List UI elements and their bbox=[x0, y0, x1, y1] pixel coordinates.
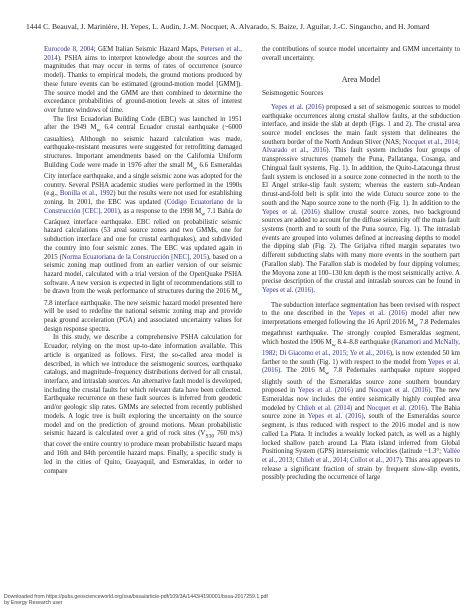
citation-link[interactable]: Yepes et al. (2016) bbox=[262, 208, 320, 216]
paragraph-continuation: the contributions of source model uncertainty and GMM uncertainty to overall uncertainty. bbox=[262, 46, 460, 62]
citation-link[interactable]: Yepes et al. (2016) bbox=[262, 286, 314, 294]
paragraph-psha-intro: Eurocode 8, 2004; GEM Italian Seismic Hazard Maps, Petersen et al., 2014). PSHA aims to interpret knowledge about the sources and the magnitudes that may occur in terms of rates of occurrence (source model). Thanks to empirical models, the ground motions produced by these future events can be estimated (ground-motion model [GMM]). The source model and the GMM are then combined to determine the exceedance probabilities of ground-motion levels at sites of interest over future windows of time. bbox=[44, 46, 242, 115]
citation-link[interactable]: Bonilla et al., 1992 bbox=[59, 190, 114, 198]
citation-link[interactable]: Yepes et al. (2016) bbox=[307, 413, 364, 421]
citation-link[interactable]: Petersen et al., 2014 bbox=[44, 46, 242, 62]
citation-link[interactable]: Yepes et al. (2016) bbox=[348, 310, 408, 318]
citation-link[interactable]: Alvarado et al., 2016 bbox=[262, 147, 327, 155]
citation-link[interactable]: Nocquet et al. (2016) bbox=[368, 387, 431, 395]
subsection-title: Seismogenic Sources bbox=[262, 89, 324, 98]
figure-link[interactable]: 1 bbox=[387, 121, 392, 129]
citation-link[interactable]: Norma Ecuatoriana de la Construcción [NEC], 2015 bbox=[61, 253, 207, 261]
citation-link[interactable]: Yepes et al. (2016) bbox=[271, 103, 324, 111]
citation-link[interactable]: Chlieh et al. (2014) bbox=[297, 404, 353, 412]
left-column bbox=[44, 46, 242, 476]
citation-link[interactable]: Di Giacomo et al., 2015 bbox=[279, 350, 347, 357]
figure-link[interactable]: 2 bbox=[329, 243, 333, 251]
citation-link[interactable]: Chlieh et al., 2014 bbox=[296, 456, 347, 464]
paragraph-seismogenic-sources: Yepes et al. (2016) proposed a set of seismogenic sources to model earthquake occurrences along crustal shallow faults, at the subduction interface, and inside the slab at depth (Figs. 1 and 2). The crustal area source model encloses the main fault system that delineates the southern border of the North Andean Sliver (NAS; Nocquet et al., 2014; Alvarado et al., 2016). This fault system includes four groups of transpressive structures (namely the Puna, Pallatanga, Cosanga, and Chingual fault systems, Fig. 1). In addition, the Quito-Latacunga thrust fault system is enclosed in a source zone connected in the north to the El Angel strike-slip fault system; whereas the eastern sub-Andean thrust-and-fold belt is split into the wide Cutucu source zone to the south and the Napo source zone to the north (Fig. 1). In addition to the Yepes et al. (2016) shallow crustal source zones, two background sources are added to account for the diffuse seismicity off the main fault systems (north and to south of the Puna source, Fig. 1). The intraslab events are grouped into volumes defined at increasing depths to model the dipping slab (Fig. 2). The Grijalva rifted margin separates two different subducting slabs with many more events in the southern part (Farallon slab). The Farallon slab is modeled by four dipping volumes; the Moyona zone at 100–130 km depth is the most seismically active. A precise description of the crustal and intraslab sources can be found in Yepes et al. (2016). bbox=[262, 103, 461, 294]
running-header: 1444 C. Beauval, J. Marinière, H. Yepes, L. Audin, J.-M. Nocquet, A. Alvarado, S. Baize, J. Aguilar, J.-C. Singaucho, and H. Jomard bbox=[26, 22, 430, 31]
figure-link[interactable]: 1 bbox=[332, 358, 336, 366]
citation-link[interactable]: Código Ecuatoriano de la Construcción [CEC], 2001 bbox=[44, 198, 243, 215]
paragraph-study-outline: In this study, we describe a comprehensive PSHA calculation for Ecuador, relying on the most up-to-date information available. This article is organized as follows. First, the so-called area model is described, in which we introduce the seismogenic sources, earthquake catalogs, and magnitude–frequency distributions derived for all crustal, interface, and intraslab sources. An alternative fault model is developed, including the crustal faults for which relevant data have been collected. Earthquake recurrence on these fault sources is inferred from geodetic and/or geologic slip rates. GMMs are selected from recently published models. A logic tree is built exploring the uncertainty on the source model and on the prediction of ground motions. Mean probabilistic seismic hazard is calculated over a grid of rock sites ($V_{S30}$ 760 m/s) that cover the entire country to produce mean probabilistic hazard maps and 16th and 84th percentile hazard maps. Finally, a specific study is led in the cities of Quito, Guayaquil, and Esmeraldas, in order to compare bbox=[44, 334, 242, 475]
footer-user-line: by Energy Research user bbox=[4, 600, 63, 606]
right-column bbox=[262, 46, 460, 483]
citation-link[interactable]: Kanamori and McNally, 1982 bbox=[262, 338, 460, 357]
download-footer bbox=[4, 594, 268, 606]
citation-link[interactable]: Eurocode 8, 2004 bbox=[44, 46, 94, 53]
figure-link[interactable]: 1 bbox=[413, 225, 417, 233]
citation-link[interactable]: Ye et al., 2016 bbox=[349, 350, 390, 357]
citation-link[interactable]: Yepes et al. (2016) bbox=[262, 358, 460, 375]
figure-link[interactable]: 1 bbox=[342, 164, 346, 172]
citation-link[interactable]: Nocquet et al., 2014 bbox=[402, 138, 459, 146]
section-title: Area Model bbox=[341, 75, 381, 85]
paragraph-building-code: The first Ecuadorian Building Code (EBC) was launched in 1951 after the 1949 $M_w$ 6.4 central Ecuador crustal earthquake (~6000 casualties). Although no seismic hazard calculation was made, earthquake-resistant measures were suggested for retrofitting damaged structures. Important amendments based on the California Uniform Building Code were made in 1976 after the small $M_w$ 6.6 Esmeraldas City interface earthquake, and a single seismic zone was adopted for the country. Several PSHA academic studies were performed in the 1990s (e.g., Bonilla et al., 1992) but the results were not used for establishing zoning. In 2001, the EBC was updated (Código Ecuatoriano de la Construcción [CEC], 2001), as a response to the 1998 $M_w$ 7.1 Bahía de Caráquez interface earthquake. EBC relied on probabilistic seismic hazard calculations (53 areal source zones and two GMMs, one for subduction interface and one for crustal earthquakes), and subdivided the country into four seismic zones. The EBC was updated again in 2015 (Norma Ecuatoriana de la Construcción [NEC], 2015), based on a seismic zoning map outlined from an earlier version of our seismic hazard model, calculated with a trial version of the OpenQuake PSHA software. A new version is expected in light of recommendations still to be drawn from the weak performance of structures during the 2016 $M_w$ 7.8 interface earthquake. The new seismic hazard model presented here will be used to redefine the national seismic zoning map and provide peak ground acceleration (PGA) and associated uncertainty values for design response spectra. bbox=[44, 115, 243, 333]
paragraph-interface-segmentation: The subduction interface segmentation has been revised with respect to the one described in the Yepes et al. (2016) model after new interpretations emerged following the 16 April 2016 $M_w$ 7.8 Pedernales megathrust earthquake. The strongly coupled Esmeraldas segment, which hosted the 1906 $M_w$ 8.4–8.8 earthquake (Kanamori and McNally, 1982; Di Giacomo et al., 2015; Ye et al., 2016), is now extended 50 km farther to the south (Fig. 1) with respect to the model from Yepes et al. (2016). The 2016 $M_w$ 7.8 Pedernales earthquake rupture stopped slightly south of the Esmeraldas source zone southern boundary proposed in Yepes et al. (2016) and Nocquet et al. (2016). The new Esmeraldas now includes the entire seismically highly coupled area modeled by Chlieh et al. (2014) and Nocquet et al. (2016). The Bahia source zone in Yepes et al. (2016), south of the Esmeraldas source segment, is thus reduced with respect to the 2016 model and is now called La Plata. It includes a weakly locked patch, as well as a highly locked shallow patch around La Plata island inferred from Global Positioning System (GPS) interseismic velocities (latitude ~1.3°; Vallée et al., 2013; Chlieh et al., 2014; Collot et al., 2017). This area appears to release a significant fraction of strain by frequent slow-slip events, possibly precluding the occurrence of large bbox=[262, 301, 461, 482]
figure-link[interactable]: 2 bbox=[405, 121, 409, 129]
citation-link[interactable]: Collot et al., 2017 bbox=[350, 456, 400, 464]
figure-link[interactable]: 1 bbox=[402, 199, 406, 207]
citation-link[interactable]: Vallée et al., 2013 bbox=[262, 448, 460, 464]
footer-download-line: Downloaded from https://pubs.geoscienceworld.org/ssa/bssa/article-pdf/109/3A/1443/4190001/bssa-2017259.1.pdf bbox=[4, 594, 268, 600]
citation-link[interactable]: Yepes et al. (2016) bbox=[298, 387, 354, 395]
citation-link[interactable]: Nocquet et al. (2016) bbox=[366, 404, 428, 412]
